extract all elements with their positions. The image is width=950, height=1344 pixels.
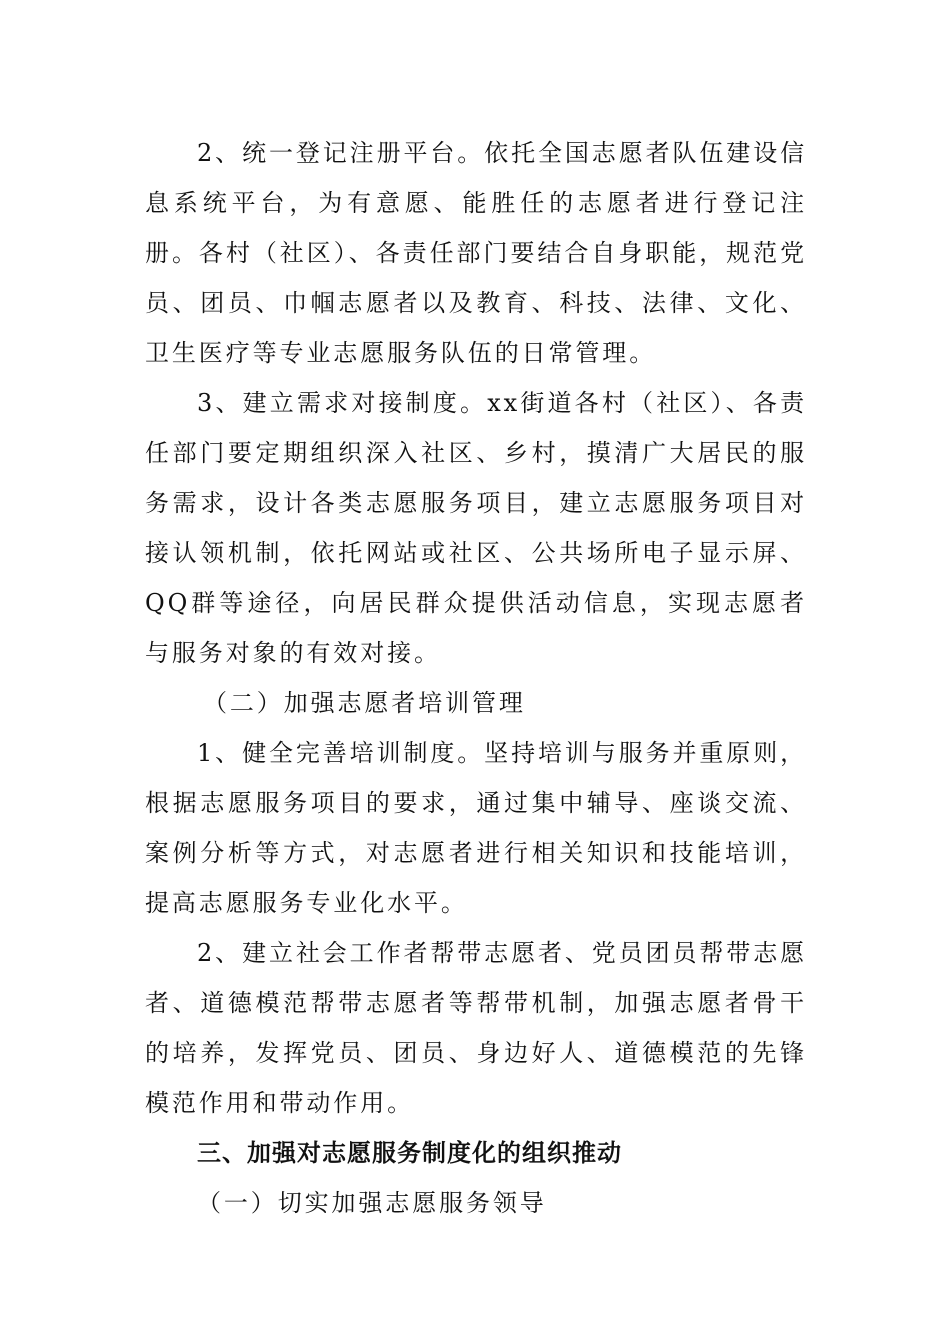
section-heading-training: （二）加强志愿者培训管理 [203, 689, 526, 717]
paragraph-registration-platform: 2、统一登记注册平台。依托全国志愿者队伍建设信息系统平台，为有意愿、能胜任的志愿者进行登记注册。各村（社区）、各责任部门要结合自身职能，规范党员、团员、巾帼志愿者以及教育、科技、法律、文化、卫生医疗等专业志愿服务队伍的日常管理。 [145, 139, 807, 367]
document-body [145, 128, 807, 1228]
chapter-heading-organization: 三、加强对志愿服务制度化的组织推动 [197, 1139, 622, 1167]
section-heading-leadership: （一）切实加强志愿服务领导 [197, 1189, 547, 1217]
paragraph-mentoring-mechanism: 2、建立社会工作者帮带志愿者、党员团员帮带志愿者、道德模范帮带志愿者等帮带机制，加强志愿者骨干的培养，发挥党员、团员、身边好人、道德模范的先锋模范作用和带动作用。 [145, 939, 807, 1117]
paragraph-demand-matching: 3、建立需求对接制度。xx街道各村（社区）、各责任部门要定期组织深入社区、乡村，摸清广大居民的服务需求，设计各类志愿服务项目，建立志愿服务项目对接认领机制，依托网站或社区、公共场所电子显示屏、QQ群等途径，向居民群众提供活动信息，实现志愿者与服务对象的有效对接。 [145, 389, 807, 667]
paragraph-training-system: 1、健全完善培训制度。坚持培训与服务并重原则，根据志愿服务项目的要求，通过集中辅导、座谈交流、案例分析等方式，对志愿者进行相关知识和技能培训，提高志愿服务专业化水平。 [145, 739, 807, 917]
